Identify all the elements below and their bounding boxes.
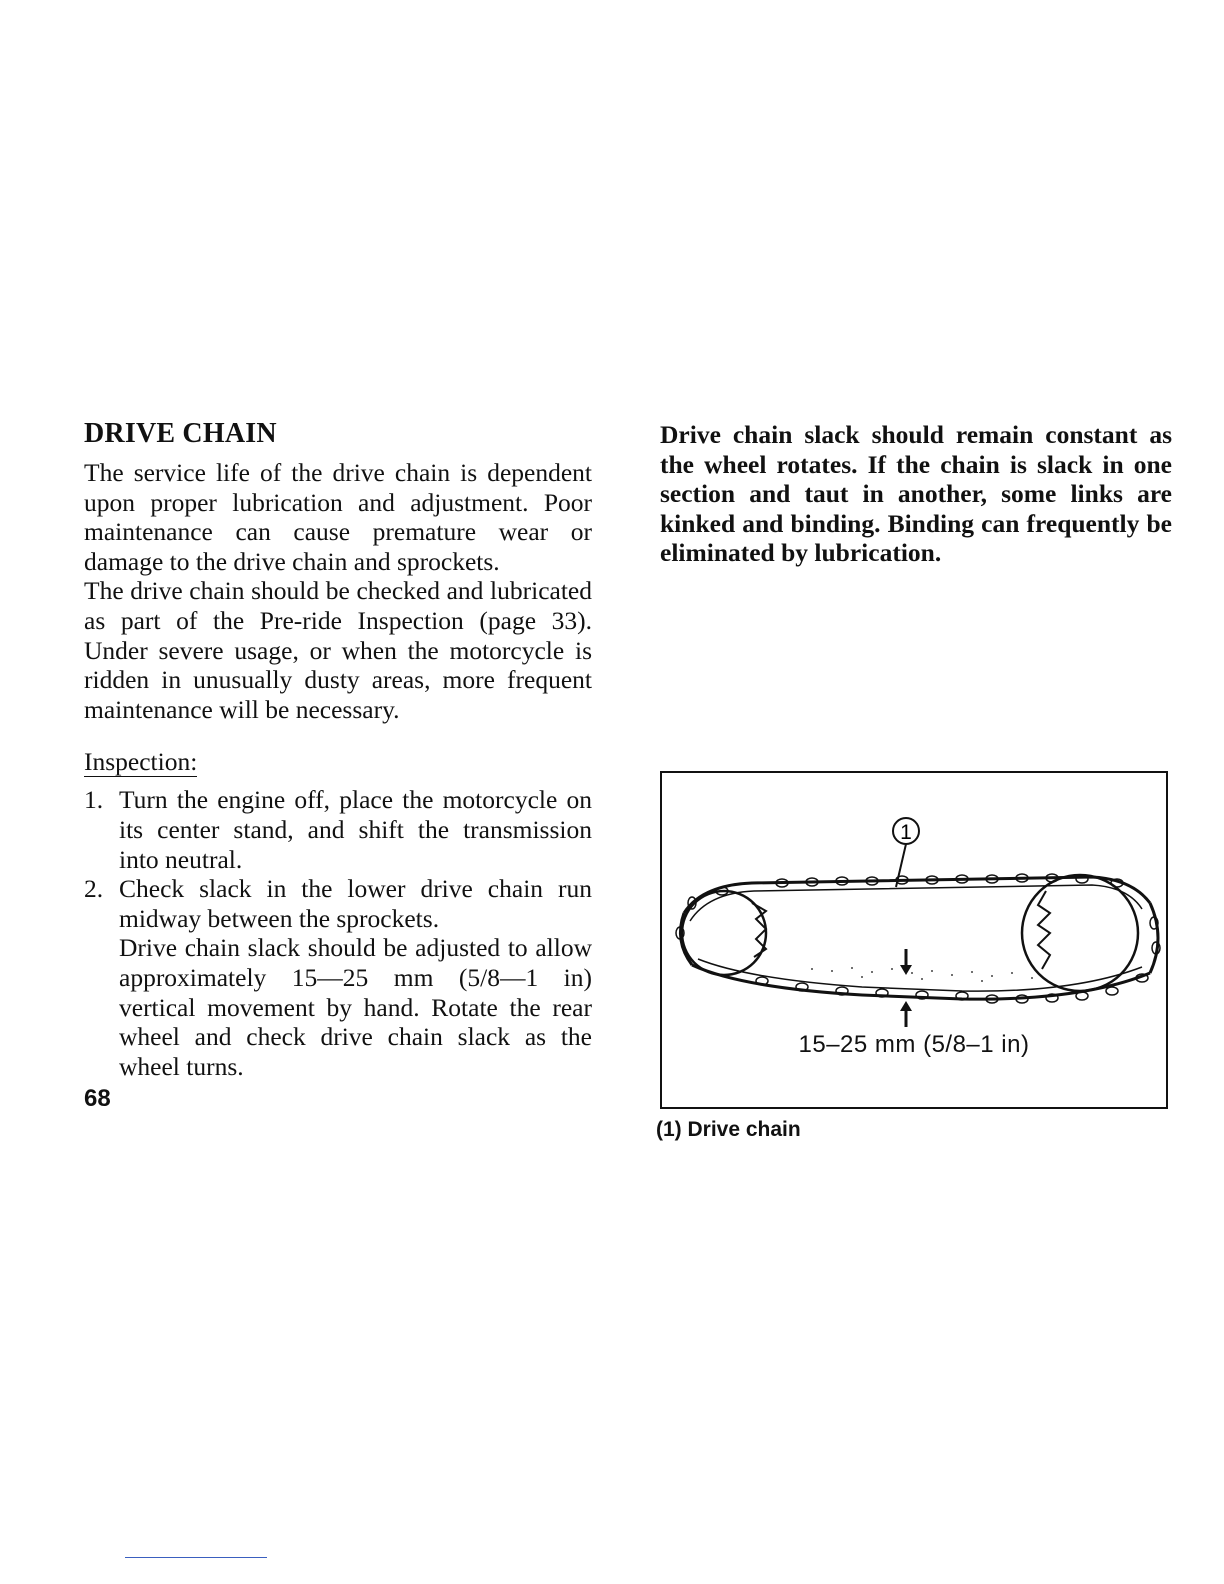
sprocket-teeth: [752, 891, 1050, 969]
intro-paragraph: The service life of the drive chain is dependent upon proper lubrication and adjustment. Poor maintenance can cause premature wear or damage to the drive chain and sprockets.: [84, 458, 592, 576]
chain-upper-inner: [690, 885, 1142, 921]
chain-lower-run: [692, 965, 1150, 999]
arrow-down-head: [900, 965, 912, 975]
step-item: [84, 785, 592, 874]
right-column: [660, 420, 1172, 568]
arrow-up-head: [900, 1001, 912, 1011]
step-number: 2.: [84, 874, 104, 904]
step-number: 1.: [84, 785, 104, 815]
step-text: Turn the engine off, place the motorcycle on its center stand, and shift the transmission into neutral.: [119, 785, 592, 874]
step-detail: Drive chain slack should be adjusted to allow approximately 15—25 mm (5/8—1 in) vertical movement by hand. Rotate the rear wheel and check drive chain slack as the wheel turns.: [119, 933, 592, 1081]
inspection-subheading: Inspection:: [84, 747, 198, 777]
figure-caption: (1) Drive chain: [656, 1118, 801, 1141]
chain-links: [676, 874, 1160, 1003]
page-number: 68: [84, 1085, 111, 1113]
check-paragraph: The drive chain should be checked and lubricated as part of the Pre-ride Inspection (page 33). Under severe usage, or when the motorcycle is ridden in unusually dusty areas, more frequent maintenance will be necessary.: [84, 576, 592, 724]
footer-rule: [125, 1557, 267, 1558]
slack-shading: [811, 967, 1033, 982]
section-heading: DRIVE CHAIN: [84, 418, 277, 449]
chain-rear-wrap: [1150, 903, 1158, 973]
step-item: [84, 874, 592, 1081]
inspection-steps: [84, 785, 592, 1081]
callout-number: 1: [900, 821, 912, 844]
drive-chain-figure: [660, 771, 1168, 1109]
slack-paragraph: Drive chain slack should remain constant as the wheel rotates. If the chain is slack in one section and taut in another, some links are kinked and binding. Binding can frequently be eliminated by lubrication.: [660, 420, 1172, 568]
slack-measurement: 15–25 mm (5/8–1 in): [798, 1031, 1030, 1058]
left-column: [84, 418, 592, 1113]
step-text: Check slack in the lower drive chain run midway between the sprockets.: [119, 874, 592, 933]
